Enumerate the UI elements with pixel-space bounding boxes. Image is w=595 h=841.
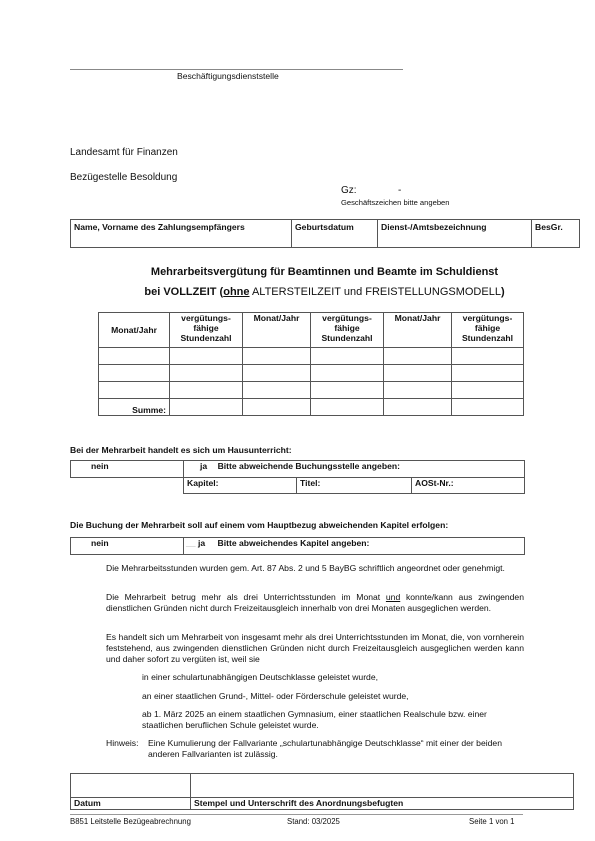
booking-yes[interactable]: ja bbox=[197, 538, 206, 548]
payee-birth-header: Geburtsdatum bbox=[292, 220, 378, 248]
booking-question: Die Buchung der Mehrarbeit soll auf einem vom Hauptbezug abweichenden Kapitel erfolgen: bbox=[70, 520, 449, 530]
date-field[interactable] bbox=[71, 774, 191, 798]
statement-2-und: und bbox=[385, 592, 401, 602]
home-tuition-yes-cell[interactable] bbox=[184, 461, 525, 478]
title-ohne: ohne bbox=[223, 286, 250, 298]
hours-sum-label: Summe: bbox=[99, 399, 170, 416]
hours-sum-row bbox=[99, 399, 524, 416]
hours-row bbox=[99, 382, 524, 399]
home-tuition-question: Bei der Mehrarbeit handelt es sich um Hausunterricht: bbox=[70, 445, 292, 455]
hours-cell[interactable] bbox=[99, 365, 170, 382]
option-grundschule: an einer staatlichen Grund-, Mittel- oder Förderschule geleistet wurde, bbox=[142, 691, 409, 701]
hours-cell[interactable] bbox=[99, 382, 170, 399]
hours-row bbox=[99, 365, 524, 382]
home-tuition-yes[interactable]: ja bbox=[200, 461, 208, 471]
hours-cell[interactable] bbox=[384, 348, 452, 365]
title-line-2 bbox=[70, 286, 579, 298]
hours-cell[interactable] bbox=[311, 365, 384, 382]
payee-grade-header: BesGr. bbox=[532, 220, 580, 248]
footer-line bbox=[70, 814, 523, 815]
home-tuition-table bbox=[70, 460, 525, 494]
gz-dash: - bbox=[398, 185, 402, 196]
statement-3: Es handelt sich um Mehrarbeit von insgesamt mehr als drei Unterrichtsstunden im Monat, die, von vornherein feststehend, aus zwingenden dienstlichen Gründen nicht durch Freizeitausgleich ausgeglichen werden kann und daher sofort zu vergüten ist, weil sie bbox=[106, 632, 524, 664]
office-line bbox=[70, 69, 403, 70]
recipient-line-2: Bezügestelle Besoldung bbox=[70, 172, 178, 183]
hours-sum-cell[interactable] bbox=[311, 399, 384, 416]
footer-page: Seite 1 von 1 bbox=[469, 817, 515, 826]
kapitel-field[interactable]: Kapitel: bbox=[184, 478, 297, 494]
gz-label: Gz: bbox=[341, 185, 357, 196]
office-label: Beschäftigungsdienststelle bbox=[177, 71, 279, 81]
hours-sum-cell[interactable] bbox=[170, 399, 243, 416]
hours-header-hours-1: vergütungs- fähige Stundenzahl bbox=[170, 313, 243, 348]
hours-cell[interactable] bbox=[170, 382, 243, 399]
hours-header-month-3: Monat/Jahr bbox=[384, 313, 452, 348]
booking-no[interactable]: nein bbox=[71, 538, 184, 555]
statement-1: Die Mehrarbeitsstunden wurden gem. Art. 87 Abs. 2 und 5 BayBG schriftlich angeordnet oder genehmigt. bbox=[106, 563, 505, 573]
hours-sum-cell[interactable] bbox=[452, 399, 524, 416]
hours-cell[interactable] bbox=[243, 365, 311, 382]
hours-header-month-2: Monat/Jahr bbox=[243, 313, 311, 348]
hours-cell[interactable] bbox=[384, 365, 452, 382]
hours-cell[interactable] bbox=[170, 348, 243, 365]
booking-yes-blank: __ bbox=[186, 538, 196, 548]
note-text: Eine Kumulierung der Fallvariante „schulartunabhängige Deutschklasse“ mit einer der beiden anderen Fallvarianten ist zulässig. bbox=[148, 738, 502, 759]
booking-instruction: Bitte abweichendes Kapitel angeben: bbox=[217, 538, 370, 548]
home-tuition-no[interactable]: nein bbox=[71, 461, 184, 478]
recipient-line-1: Landesamt für Finanzen bbox=[70, 147, 178, 158]
title-line-2-post: ALTERSTEILZEIT und FREISTELLUNGSMODELL bbox=[249, 286, 501, 298]
hours-table bbox=[98, 312, 524, 416]
hours-cell[interactable] bbox=[311, 348, 384, 365]
hours-cell[interactable] bbox=[311, 382, 384, 399]
hours-cell[interactable] bbox=[243, 348, 311, 365]
hours-cell[interactable] bbox=[452, 382, 524, 399]
statement-2: Die Mehrarbeit betrug mehr als drei Unterrichtsstunden im Monat und konnte/kann aus zwingenden dienstlichen Gründen nicht durch Freizeitausgleich innerhalb von drei Monaten ausgeglichen werden. bbox=[106, 592, 524, 613]
date-label: Datum bbox=[71, 798, 191, 810]
booking-table bbox=[70, 537, 525, 555]
hours-cell[interactable] bbox=[243, 382, 311, 399]
signature-label: Stempel und Unterschrift des Anordnungsbefugten bbox=[191, 798, 574, 810]
hours-header-hours-2: vergütungs- fähige Stundenzahl bbox=[311, 313, 384, 348]
hours-cell[interactable] bbox=[384, 382, 452, 399]
hours-row bbox=[99, 348, 524, 365]
note-label: Hinweis: bbox=[106, 738, 139, 748]
option-deutschklasse: in einer schulartunabhängigen Deutschklasse geleistet wurde, bbox=[142, 672, 378, 682]
footer-form: B851 Leitstelle Bezügeabrechnung bbox=[70, 817, 191, 826]
signature-field[interactable] bbox=[191, 774, 574, 798]
signature-table bbox=[70, 773, 574, 810]
hours-header-hours-3: vergütungs- fähige Stundenzahl bbox=[452, 313, 524, 348]
hours-cell[interactable] bbox=[170, 365, 243, 382]
payee-table bbox=[70, 219, 580, 248]
hours-sum-cell[interactable] bbox=[243, 399, 311, 416]
aost-field[interactable]: AOSt-Nr.: bbox=[412, 478, 525, 494]
hours-header-month-1: Monat/Jahr bbox=[99, 313, 170, 348]
hours-cell[interactable] bbox=[99, 348, 170, 365]
hours-sum-cell[interactable] bbox=[384, 399, 452, 416]
payee-name-header: Name, Vorname des Zahlungsempfängers bbox=[71, 220, 292, 248]
titel-field[interactable]: Titel: bbox=[297, 478, 412, 494]
hours-cell[interactable] bbox=[452, 348, 524, 365]
title-line-2-pre: bei VOLLZEIT ( bbox=[144, 286, 224, 298]
payee-title-header: Dienst-/Amtsbezeichnung bbox=[378, 220, 532, 248]
booking-yes-cell[interactable] bbox=[184, 538, 525, 555]
footer-version: Stand: 03/2025 bbox=[287, 817, 340, 826]
gz-hint: Geschäftszeichen bitte angeben bbox=[341, 198, 450, 207]
title-line-1: Mehrarbeitsvergütung für Beamtinnen und Beamte im Schuldienst bbox=[150, 266, 499, 278]
home-tuition-instruction: Bitte abweichende Buchungsstelle angeben: bbox=[217, 461, 400, 471]
title-line-2-close: ) bbox=[500, 286, 505, 298]
hours-cell[interactable] bbox=[452, 365, 524, 382]
option-gymnasium: ab 1. März 2025 an einem staatlichen Gymnasium, einer staatlichen Realschule bzw. einer staatlichen beruflichen Schule geleistet wurde. bbox=[142, 709, 487, 730]
